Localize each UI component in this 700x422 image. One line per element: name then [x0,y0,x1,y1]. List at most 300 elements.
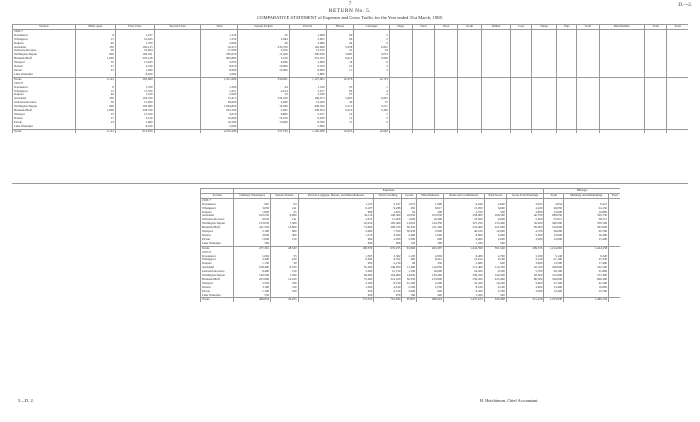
table-cell: 2,002 [417,255,444,259]
table-cell: 290,000 [544,266,564,270]
column-header: Total [412,25,434,30]
table-cell: 4 [354,90,390,94]
total-cell [434,129,457,133]
table-cell: 6,040 [443,203,484,207]
table-cell: 195,000 [115,105,154,109]
row-label: Westport [13,113,76,117]
table-cell: 21,190 [544,258,564,262]
table-cell: 73,600 [298,226,374,230]
table-cell: 900 [298,211,374,215]
total-cell [412,129,434,133]
table-cell: 23 [75,121,115,125]
table-cell: 5,073 [354,53,390,57]
table-cell: 500 [484,211,506,215]
table-cell: 40,700 [506,214,544,218]
table-cell: 500 [484,242,506,246]
table-cell: 3,035 [506,203,544,207]
table-cell: 5,211 [354,105,390,109]
table-cell: 16,800 [564,286,609,290]
table-cell: 13,000 [238,69,289,73]
table-cell: 5,000 [354,57,390,61]
table-cell: 30 [271,262,299,266]
table-cell: 400 [298,242,374,246]
table-cell: 10 [326,65,354,69]
table-cell: 6,320 [564,255,609,259]
table-cell: 106,500 [484,214,506,218]
traffic-table [12,24,688,133]
row-label: Nelson [201,234,234,238]
total-cell: 1,127,003 [289,77,326,81]
table-cell: 19,004 [115,49,154,53]
table-cell: 05 [326,86,354,90]
row-label: Kaipara [13,93,76,97]
table-cell: 308,750 [374,226,402,230]
table-cell: 5,115 [326,105,354,109]
row-label: Wellington-Napier [13,105,76,109]
table-cell: 194,900 [374,274,402,278]
table-cell: 893,883 [201,57,238,61]
table-cell: 1,199 [289,86,326,90]
table-cell: 1,004 [234,255,271,259]
column-header: Pigs [557,25,577,30]
table-cell: 228,350 [115,109,154,113]
table-cell: 606,300 [564,278,609,282]
table-cell: 3 [354,69,390,73]
table-cell: 1,100 [234,290,271,294]
total-cell: 215,220 [506,298,544,302]
table-cell: 6,302 [298,258,374,262]
table-cell: 250 [417,262,444,266]
table-cell: 140,369 [374,214,402,218]
table-cell: 5,600 [289,61,326,65]
statement-subtitle: COMPARATIVE STATEMENT of Expenses and Gross Traffic for the Year ended 31st March, 1908. [257,15,443,20]
table-cell: 7,700 [374,230,402,234]
table-cell: 3,050 [234,207,271,211]
row-label: Lake Wakatipu [201,242,234,246]
total-cell [458,129,482,133]
table-cell: 3,150 [115,117,154,121]
table-cell: 8,160 [443,286,484,290]
total-cell [389,129,412,133]
expenses-table [200,188,620,302]
table-cell: 356,700 [564,222,609,226]
total-cell [577,129,599,133]
table-cell: 595,000 [564,226,609,230]
table-cell: 6,100 [289,65,326,69]
table-cell: 5,017 [289,113,326,117]
table-cell: 1,075 [402,203,417,207]
table-cell: 23 [75,69,115,73]
table-cell: 36,000 [544,230,564,234]
total-cell [532,129,557,133]
table-cell: 4,000 [484,234,506,238]
totals-label: Totals [13,77,76,81]
table-cell: 305 [402,207,417,211]
traffic-table-container [12,24,688,179]
table-cell: 2,000 [201,125,238,129]
table-cell: 15,700 [564,290,609,294]
table-cell: 11,350 [115,90,154,94]
row-label: Kawakawa [201,255,234,259]
table-cell: 350 [75,46,115,50]
table-cell: 280,050 [544,214,564,218]
section-year-label: 1907-8 [13,82,76,86]
table-cell: 900 [298,238,374,242]
table-cell: 1,156 [201,34,238,38]
total-cell: 12,133 [354,77,390,81]
table-cell: 26,100 [544,270,564,274]
table-cell: 150 [271,238,299,242]
total-cell: 1,424,338 [564,246,609,250]
table-cell: 1,303 [298,255,374,259]
table-cell: 3,197 [374,203,402,207]
table-cell: 3,300 [506,290,544,294]
table-cell: 25,011 [544,218,564,222]
table-cell: 34 [354,49,390,53]
table-cell: 1,170 [298,234,374,238]
table-cell: 2,130 [374,262,402,266]
table-cell: 14,000 [484,230,506,234]
totals-row [201,246,621,250]
total-cell [482,129,511,133]
table-cell: 233,250 [238,97,289,101]
row-label: Kaipara [201,211,234,215]
table-cell: 10,600 [417,270,444,274]
table-cell: 6 [354,61,390,65]
table-cell: 315,000 [544,274,564,278]
table-cell: 41 [326,49,354,53]
table-cell: 42,100 [506,266,544,270]
table-cell: 233,350 [238,46,289,50]
table-cell: 35,200 [298,266,374,270]
table-cell: 1,150 [234,262,271,266]
table-cell: 2 [354,38,390,42]
table-cell: 30,350 [402,278,417,282]
table-cell: 950,070 [201,53,238,57]
table-cell: 5,800 [289,73,326,77]
table-cell: 6,227 [564,203,609,207]
table-cell: 25,330 [564,258,609,262]
table-cell: 13,000 [238,121,289,125]
total-cell: 28,520 [271,246,299,250]
table-cell: 1,700 [115,42,154,46]
section-year-label: 1906-7 [13,29,76,33]
table-cell: 3,900 [506,262,544,266]
table-cell: 2,040 [484,203,506,207]
table-cell: 195,068 [289,46,326,50]
total-cell [599,129,644,133]
table-cell: 141 [271,218,299,222]
table-cell: 5,100 [234,230,271,234]
total-cell: 95,825 [402,298,417,302]
table-cell: 15,050 [443,207,484,211]
table-cell: 14,050 [402,274,417,278]
table-cell: 13,015 [289,49,326,53]
table-cell: 64 [238,86,289,90]
table-cell: 1,155 [298,203,374,207]
table-cell: 3,600 [402,290,417,294]
totals-label: Totals [13,129,76,133]
table-cell: 540 [484,294,506,298]
total-cell: 595,600 [115,77,154,81]
table-cell: 20,050 [544,207,564,211]
table-cell: 1,105 [402,255,417,259]
table-cell: 1,450 [443,294,484,298]
total-cell: 2,122 [75,129,115,133]
table-cell: 27 [75,65,115,69]
column-header: Total Coaching [374,193,402,198]
table-cell: 640 [417,290,444,294]
row-label: Westport [13,61,76,65]
table-cell: 5,005 [238,109,289,113]
table-cell: 1,050 [417,286,444,290]
totals-row [13,129,689,133]
table-cell: 1,350 [115,86,154,90]
column-header: Ordinary Passengers [234,193,271,198]
table-cell: 15,914 [443,258,484,262]
table-cell: 10,495 [115,38,154,42]
table-cell: 2,451 [201,90,238,94]
column-header: Second Class [154,25,201,30]
table-cell: 2,000 [298,230,374,234]
table-cell: 1 [354,86,390,90]
table-cell: 1,004,820 [201,105,238,109]
table-cell: 9,050 [234,218,271,222]
row-label: Westport [201,282,234,286]
column-header: Timber [482,25,511,30]
table-cell: 31,100 [402,282,417,286]
table-cell: 6,000 [484,207,506,211]
table-cell: 12,206 [374,218,402,222]
row-label: Picton [13,121,76,125]
table-cell: 66 [326,38,354,42]
total-cell [154,129,201,133]
table-cell: 8,412 [417,258,444,262]
table-cell: 6,409 [443,255,484,259]
table-cell: 14,100 [271,278,299,282]
table-cell: 196,073 [289,97,326,101]
table-cell: 2 [354,93,390,97]
row-label: Kawakawa [201,203,234,207]
table-cell: 8,010 [201,65,238,69]
column-header: Total [609,193,620,198]
table-cell: 3,100 [234,286,271,290]
table-cell: 4,000 [238,101,289,105]
total-cell: 498,854 [234,298,271,302]
row-label: Westport [201,230,234,234]
column-header: Coal [510,25,531,30]
table-cell: 1,000 [417,234,444,238]
table-cell: 100,213 [115,46,154,50]
table-cell: 112,350 [484,266,506,270]
table-cell: 100 [271,258,299,262]
table-cell: 225,400 [484,278,506,282]
table-cell: 271,400 [443,266,484,270]
row-label: Auckland [13,97,76,101]
table-cell: 142,000 [484,274,506,278]
table-cell: 8,300 [289,121,326,125]
table-cell: 900 [374,242,402,246]
total-cell: 16,379 [326,77,354,81]
table-cell: 24,450 [443,270,484,274]
table-cell: 1,300 [201,86,238,90]
table-cell: 5,054 [544,203,564,207]
table-cell: 600 [271,230,299,234]
total-cell: 29,455 [271,298,299,302]
table-cell: 320,750 [564,214,609,218]
table-cell: 160 [402,294,417,298]
table-cell: 6,210 [326,109,354,113]
table-cell: 3,800 [506,211,544,215]
table-cell: 1,100 [115,93,154,97]
table-cell: 16,215 [201,46,238,50]
table-cell: 50 [75,101,115,105]
table-cell: 135,400 [484,222,506,226]
table-cell: 15 [75,38,115,42]
total-cell [609,298,620,302]
row-label: Picton [201,238,234,242]
table-cell: 221,000 [484,226,506,230]
total-cell: 676,255 [374,246,402,250]
return-title: RETURN No. 5. [328,8,372,14]
table-cell: 4,900 [506,282,544,286]
total-cell [510,129,531,133]
section-year-label: 1907-8 [201,251,234,255]
table-cell: 24,150 [564,207,609,211]
table-cell: 60 [326,90,354,94]
row-label: Whangarei [13,38,76,42]
table-cell: 2,680 [443,262,484,266]
table-cell: 76,000 [238,65,289,69]
table-cell: 1,400 [115,69,154,73]
column-header: Dogs [389,25,412,30]
table-cell: 18 [326,61,354,65]
row-label: Lake Wakatipu [13,73,76,77]
table-cell: 7 [354,113,390,117]
table-cell: 300 [417,242,444,246]
table-cell: 8 [75,34,115,38]
total-cell [667,129,688,133]
table-cell: 4,700 [506,230,544,234]
table-cell: 600 [484,262,506,266]
table-cell: 110,050 [417,266,444,270]
table-cell: 3,030 [289,93,326,97]
total-cell: 209,535 [506,246,544,250]
table-cell: 13,500 [544,262,564,266]
table-cell: 140,500 [234,274,271,278]
table-cell: 1,000 [75,57,115,61]
table-cell: 2,000 [201,73,238,77]
column-header: Shunting and Marshalling [564,193,609,198]
group-header-expenses: Expenses. [234,189,544,194]
table-cell: 2,001 [354,46,390,50]
table-cell: 41,450 [443,282,484,286]
column-header: Season Tickets [271,193,299,198]
table-cell: 2,700 [484,255,506,259]
row-label: Picton [201,290,234,294]
table-cell: 12,400 [544,290,564,294]
table-cell: 12,750 [374,270,402,274]
table-cell: 6,107 [298,207,374,211]
row-label: Gisborne-Rotorua [13,49,76,53]
table-cell: 2,600 [484,238,506,242]
table-cell: 8 [75,86,115,90]
table-cell: 1,200 [298,286,374,290]
table-cell: 5,058 [326,46,354,50]
table-cell: 50 [402,211,417,215]
table-cell: 7,500 [271,274,299,278]
table-cell: 60 [326,34,354,38]
column-header: Carriages [354,25,390,30]
table-cell: 25 [271,211,299,215]
table-cell: 9,298 [374,207,402,211]
total-cell: 2,122 [75,77,115,81]
table-cell: 373,300 [564,274,609,278]
table-cell: 63 [271,203,299,207]
table-cell: 12 [326,117,354,121]
table-cell: 27 [75,117,115,121]
table-cell: 9,400 [234,270,271,274]
column-header: Total [577,25,599,30]
table-cell: 314,100 [374,278,402,282]
total-cell: 91,960 [402,246,417,250]
table-cell: 554,400 [443,226,484,230]
total-cell: 1,242,590 [443,246,484,250]
table-cell: 3,300 [234,258,271,262]
table-cell: 17,400 [564,262,609,266]
table-cell: 15 [75,90,115,94]
table-cell: 1,350 [201,38,238,42]
table-cell: 4,100 [506,207,544,211]
table-cell: 700 [271,282,299,286]
total-cell: 2,032,296 [201,129,238,133]
table-cell: 600 [417,238,444,242]
column-header: Horses [326,25,354,30]
table-cell: 6,200 [443,238,484,242]
table-cell: 16,800 [564,211,609,215]
row-label: Wellington-Napier [201,274,234,278]
table-cell: 9,000 [484,218,506,222]
column-header: Total [201,25,238,30]
table-cell: 2,094 [238,38,289,42]
total-cell: 463,307 [417,246,444,250]
table-cell: 225,000 [234,278,271,282]
total-cell: 1,253,930 [544,298,564,302]
table-cell: 42,100 [564,282,609,286]
table-cell: 27,000 [201,49,238,53]
table-cell: 1,000 [75,109,115,113]
row-label: Gisborne-Rotorua [201,218,234,222]
table-cell: 15,415 [201,97,238,101]
table-cell: 339,350 [443,274,484,278]
table-cell: 07 [326,93,354,97]
table-cell: 8,800 [238,113,289,117]
table-cell: 300,500 [544,222,564,226]
table-cell: 100,250 [234,214,271,218]
table-cell: 3 [354,65,390,69]
total-cell [557,129,577,133]
total-cell: 173,525 [298,298,374,302]
table-cell: 13,800 [271,226,299,230]
total-cell: 356,961 [238,77,289,81]
table-cell: 1,020 [402,218,417,222]
total-cell: 168,376 [298,246,374,250]
row-label: Nelson [13,117,76,121]
total-cell: 12,662 [354,129,390,133]
table-cell: 185,360 [374,222,402,226]
table-cell: 13,010 [402,222,417,226]
table-cell: 5,840 [289,125,326,129]
